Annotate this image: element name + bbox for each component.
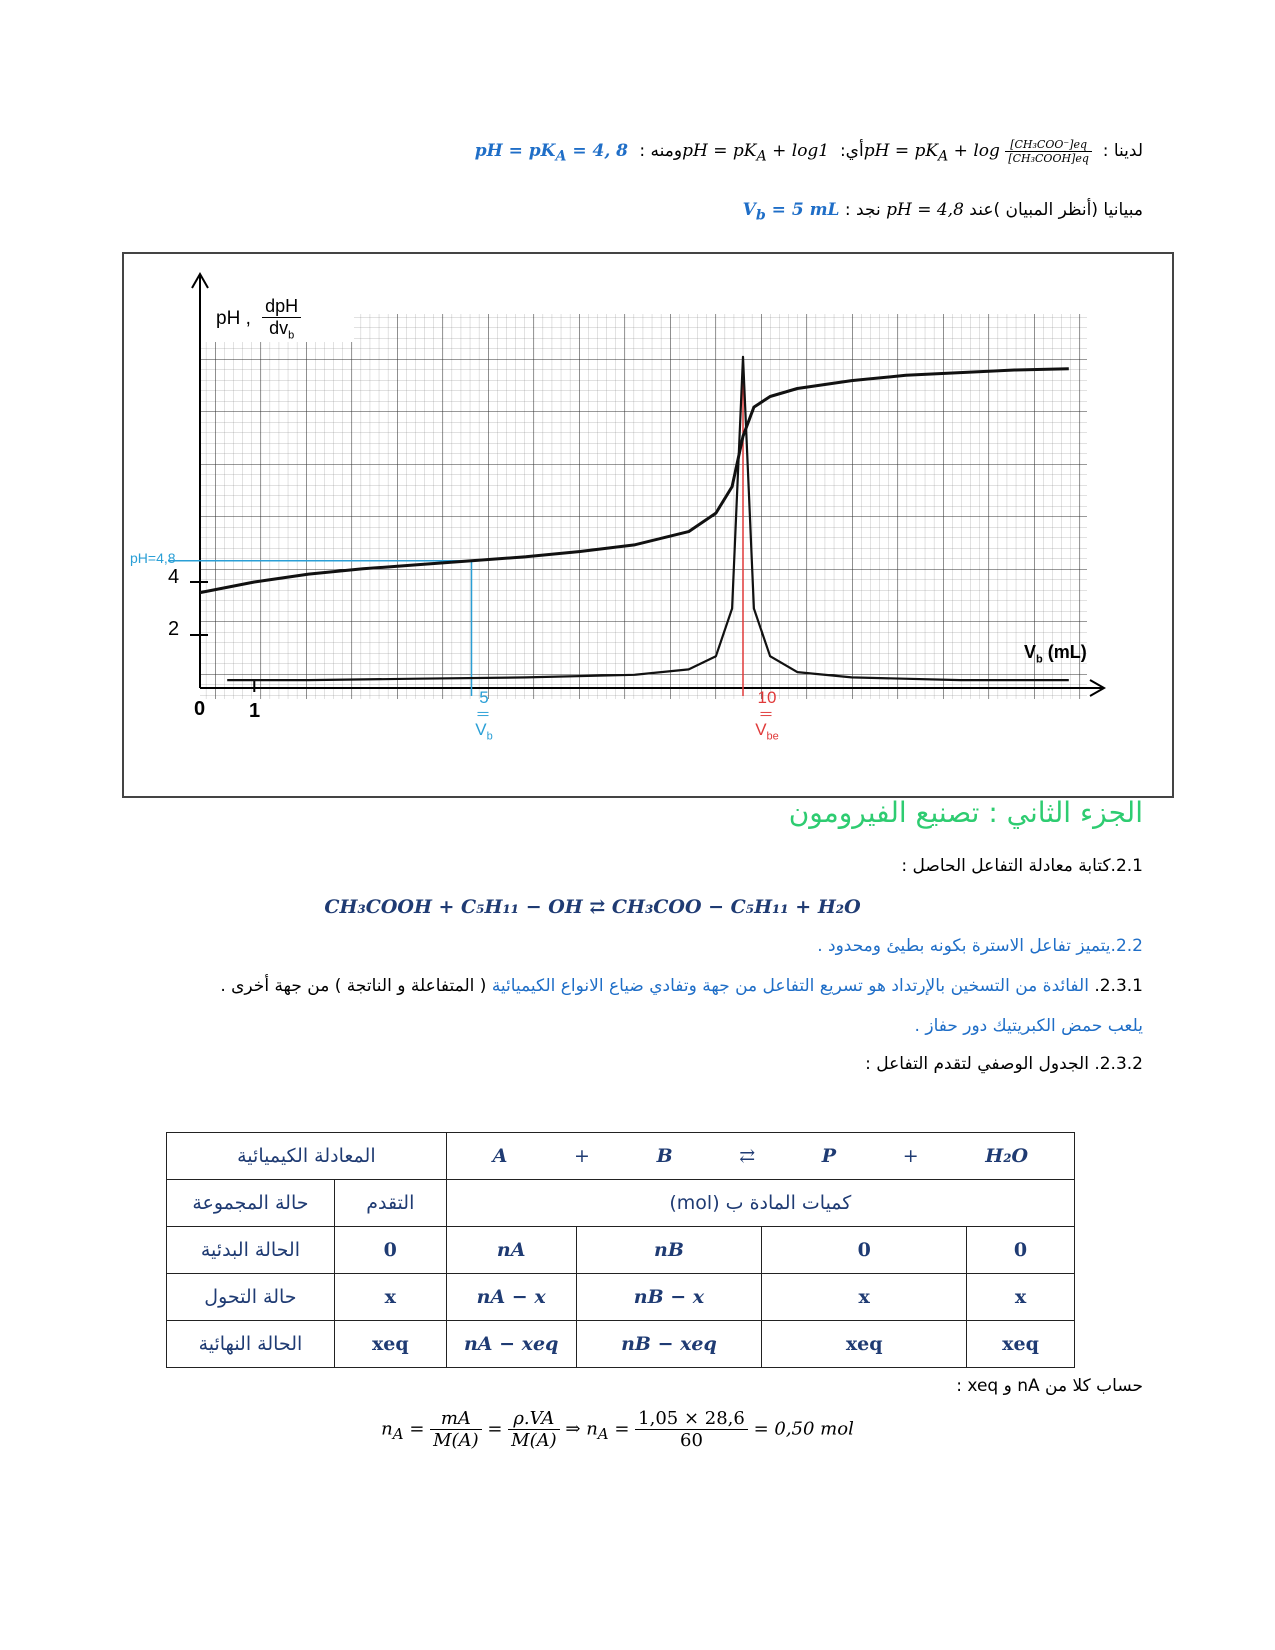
calc-intro: حساب كلا من nA و xeq : <box>956 1376 1143 1396</box>
line-graph-reading <box>743 200 1143 223</box>
q232-text: 2.3.2. الجدول الوصفي لتقدم التفاعل : <box>865 1054 1143 1074</box>
w-cell: xeq <box>967 1321 1075 1368</box>
log1-equation: pH = $pK_A + \log 1$ <box>682 141 830 165</box>
w-cell: x <box>967 1274 1075 1321</box>
q21-text: 2.1.كتابة معادلة التفاعل الحاصل : <box>901 856 1143 876</box>
state-cell: الحالة النهائية <box>167 1321 335 1368</box>
y-tick-2: 2 <box>168 618 180 640</box>
a-cell: nA − xeq <box>446 1321 576 1368</box>
q231-catalyst: يلعب حمض الكبريتيك دور حفاز . <box>914 1016 1143 1036</box>
na-calculation: $n_A$ = $\frac{mA}{M(A)}$ = $\frac{\rho.VA}{M(A)}$ ⇒ $n_A$ = $\frac{1,05 \times 28,6}{60}$ = 0,50 mol <box>381 1408 854 1451</box>
part2-title: الجزء الثاني : تصنيع الفيرومون <box>788 796 1143 829</box>
eq-label-cell: المعادلة الكيميائية <box>167 1133 447 1180</box>
b-cell: nB <box>576 1227 762 1274</box>
b-cell: nB − x <box>576 1274 762 1321</box>
ay-text: أي: <box>839 141 864 161</box>
pka-result: pH = $pK_A = 4$, 8 <box>474 141 629 165</box>
q22-text: 2.2.يتميز تفاعل الاسترة بكونه بطيئ ومحدود . <box>817 936 1143 956</box>
advancement-table <box>166 1132 1075 1368</box>
titration-chart <box>122 252 1174 798</box>
adv-cell: 0 <box>334 1227 446 1274</box>
state-cell: الحالة البدئية <box>167 1227 335 1274</box>
line-pka-derivation <box>475 138 1143 165</box>
a-cell: nA <box>446 1227 576 1274</box>
esterification-equation: CH₃COOH + C₅H₁₁ − OH ⇄ CH₃COO − C₅H₁₁ + H₂O <box>324 896 861 918</box>
vb-annotation: 5 || $V_b$ <box>475 688 493 743</box>
q231-number: 2.3.1. <box>1094 976 1143 996</box>
ph-equals: pH = 4,8 <box>886 200 964 220</box>
ph-4-8-label: pH=4,8 <box>130 550 176 566</box>
advance-label-cell: التقدم <box>334 1180 446 1227</box>
state-cell: حالة التحول <box>167 1274 335 1321</box>
henderson-equation: pH = $pK_A + \log$ $\frac{\text{[CH₃COO⁻]eq}}{\text{[CH₃COOH]eq}}$ <box>864 141 1098 161</box>
table-row <box>167 1227 1075 1274</box>
p-cell: 0 <box>762 1227 967 1274</box>
najid-text: نجد : <box>844 200 881 220</box>
qty-label-cell: كميات المادة ب (mol) <box>446 1180 1074 1227</box>
state-label-cell: حالة المجموعة <box>167 1180 335 1227</box>
a-cell: nA − x <box>446 1274 576 1321</box>
intro-text: لدينا : <box>1102 141 1143 161</box>
adv-cell: xeq <box>334 1321 446 1368</box>
table-row <box>167 1133 1075 1180</box>
origin-label: 0 <box>194 698 206 720</box>
q231-rest: ( المتفاعلة و الناتجة ) من جهة أخرى . <box>220 976 487 996</box>
p-cell: xeq <box>762 1321 967 1368</box>
vb-result: $V_b = 5$ mL <box>742 200 840 224</box>
table-row <box>167 1321 1075 1368</box>
w-cell: 0 <box>967 1227 1075 1274</box>
table-row <box>167 1180 1075 1227</box>
y-axis-label: pH , $\frac{\text{dpH}}{dv_b}$ <box>216 296 301 342</box>
concentration-fraction: $\frac{\text{[CH₃COO⁻]eq}}{\text{[CH₃COOH]eq}}$ <box>1005 138 1092 165</box>
adv-cell: x <box>334 1274 446 1321</box>
table-row <box>167 1274 1075 1321</box>
x-tick-1: 1 <box>249 700 261 722</box>
advancement-table-wrap <box>166 1132 1075 1368</box>
y-tick-4: 4 <box>168 566 180 588</box>
b-cell: nB − xeq <box>576 1321 762 1368</box>
q231-blue: الفائدة من التسخين بالإرتداد هو تسريع التفاعل من جهة وتفادي ضياع الانواع الكيميائية <box>491 976 1089 996</box>
p-cell: x <box>762 1274 967 1321</box>
graph-reading-text: مبيانيا (أنظر المبيان )عند <box>969 200 1143 220</box>
vbe-annotation: 10 || $V_{be}$ <box>755 688 779 743</box>
q231-text <box>220 976 1143 996</box>
eq-cell: A + B ⇄ P + H₂O <box>446 1133 1074 1180</box>
wamin-text: ومنه : <box>639 141 683 161</box>
x-axis-label: $V_b$ (mL) <box>1024 642 1087 666</box>
